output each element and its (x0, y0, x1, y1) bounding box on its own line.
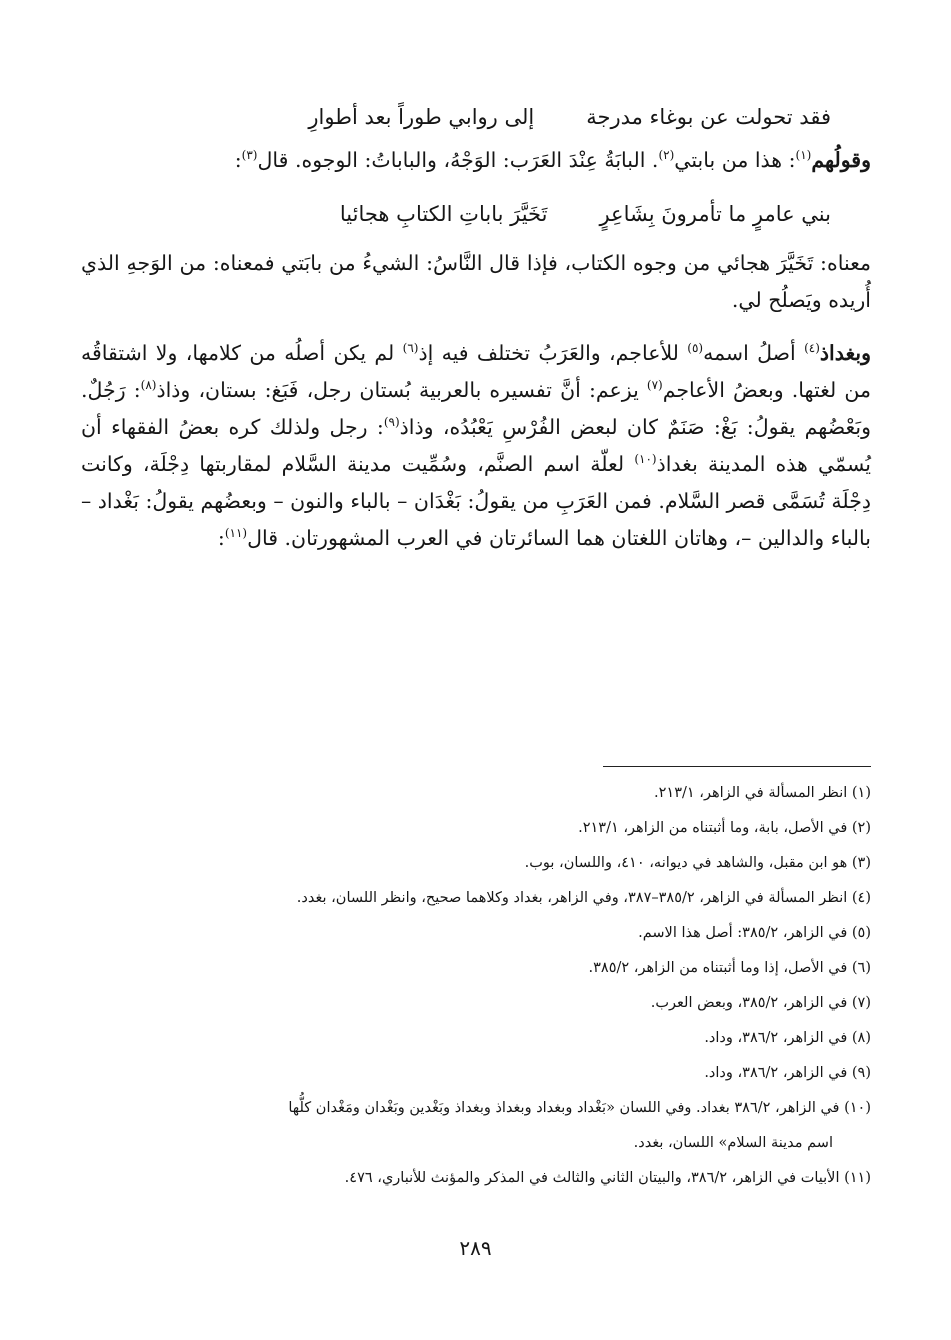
paragraph-babati (81, 142, 871, 179)
footnote-11: (١١) الأبيات في الزاهر، ٣٨٦/٢، والبيتان الثاني والثالث في المذكر والمؤنث للأنباري، ٤٧٦. (344, 1170, 871, 1186)
verse-top-hemistich-2: إلى روابي طوراً بعد أطوارِ (308, 105, 535, 129)
footnote-1: (١) انظر المسألة في الزاهر، ٢١٣/١. (654, 785, 871, 801)
footnote-ref-7: (٧) (646, 378, 663, 393)
page-number: ٢٨٩ (459, 1236, 492, 1260)
paragraph-text: : (217, 526, 225, 550)
footnote-ref-5: (٥) (687, 341, 704, 356)
footnote-8: (٨) في الزاهر، ٣٨٦/٢، وداد. (704, 1030, 871, 1046)
footnote-ref-10: (١٠) (634, 452, 657, 467)
verse-mid-hemistich-1: بني عامرٍ ما تأمرونَ بِشَاعِرٍ (599, 202, 831, 226)
paragraph-text: أصلُ اسمه (703, 341, 805, 365)
paragraph-text: لعلّة اسم الصنَّم، وسُمِّيت مدينة السَّلام لمقاربتها دِجْلَة، وكانت دِجْلَة تُسَمَّى قصر السَّلام. فمن العَرَبِ من يقولُ: بَغْدَان – بالباء والنون – وبعضُهم يقولُ: بَغْداد – بالباء والدالين –، وهاتان اللغتان هما السائرتان في العرب المشهورتان. قال (81, 452, 871, 550)
verse-top-hemistich-1: فقد تحولت عن بوغاء مدرجة (586, 105, 831, 129)
verse-mid (81, 197, 831, 231)
lead-word: وقولُهم (811, 148, 871, 172)
paragraph-text: يزعم: أنَّ تفسيره بالعربية بُستان رجل، فَبَغ: بستان، وذاذ (156, 378, 647, 402)
lead-word: وبغداذ (819, 341, 871, 365)
main-text (81, 100, 871, 557)
footnote-4: (٤) انظر المسألة في الزاهر، ٣٨٥/٢–٣٨٧، وفي الزاهر، بغداد وكلاهما صحيح، وانظر اللسان، بغدد. (296, 890, 871, 906)
footnote-2: (٢) في الأصل، بابة، وما أثبتناه من الزاهر، ٢١٣/١. (578, 820, 871, 836)
paragraph-baghdad (81, 335, 871, 557)
paragraph-text: : رجل ولذلك كره بعضُ الفقهاء أن يُسمّي هذه المدينة بغداذ (81, 415, 871, 476)
footnote-3: (٣) هو ابن مقبل، والشاهد في ديوانه، ٤١٠، واللسان، بوب. (524, 855, 871, 871)
footnote-ref-4: (٤) (804, 341, 820, 356)
footnote-9: (٩) في الزاهر، ٣٨٦/٢، وداد. (704, 1065, 871, 1081)
footnotes (71, 776, 871, 1196)
footnote-7: (٧) في الزاهر، ٣٨٥/٢، وبعض العرب. (650, 995, 871, 1011)
footnote-5: (٥) في الزاهر، ٣٨٥/٢: أصل هذا الاسم. (638, 925, 871, 941)
verse-mid-hemistich-2: تَخَيَّرَ باباتِ الكتابِ هجائيا (339, 202, 548, 226)
footnote-ref-11: (١١) (224, 526, 248, 541)
footnote-ref-8: (٨) (140, 378, 157, 393)
paragraph-meaning: معناه: تَخَيَّرَ هجائي من وجوه الكتاب، فإذا قال النَّاسُ: الشيءُ من بابَتي فمعناه: من الوَجهِ الذي أُريده ويَصلُح لي. (81, 251, 872, 312)
footnote-ref-9: (٩) (383, 415, 400, 430)
footnote-6: (٦) في الأصل، إذا وما أثبتناه من الزاهر، ٣٨٥/٢. (588, 960, 871, 976)
footnote-ref-3: (٣) (241, 148, 258, 163)
footnote-ref-2: (٢) (658, 148, 675, 163)
footnote-divider (603, 766, 871, 767)
paragraph-text: للأعاجم، والعَرَبُ تختلف فيه إذ (418, 341, 688, 365)
paragraph-text: : رَجُلٌ. وبَعْضُهم يقولُ: بَغْ: صَنَمٌ كان لبعض الفُرْسِ يَعْبُدُه، وذاذ (81, 378, 871, 439)
paragraph-text: : هذا من بابتي (674, 148, 796, 172)
paragraph-text: : (234, 148, 242, 172)
footnote-ref-1: (١) (795, 148, 812, 163)
paragraph-text: . البابَةُ عِنْدَ العَرَب: الوَجْهُ، والباباتُ: الوجوه. قال (257, 148, 659, 172)
footnote-ref-6: (٦) (402, 341, 419, 356)
footnote-10-continued: اسم مدينة السلام» اللسان، بغدد. (633, 1135, 833, 1151)
footnote-10: (١٠) في الزاهر، ٣٨٦/٢ بغداد. وفي اللسان «بَغْداد وبغداد وبغداذ وبغداذ وبَغْدين وبَغْدان ومَغْدان كلُّها (288, 1100, 871, 1116)
verse-top (81, 100, 831, 134)
paragraph-text: لم يكن أصلُه من كلامها، ولا اشتقاقُه من لغتها. وبعضُ الأعاجم (81, 341, 871, 402)
